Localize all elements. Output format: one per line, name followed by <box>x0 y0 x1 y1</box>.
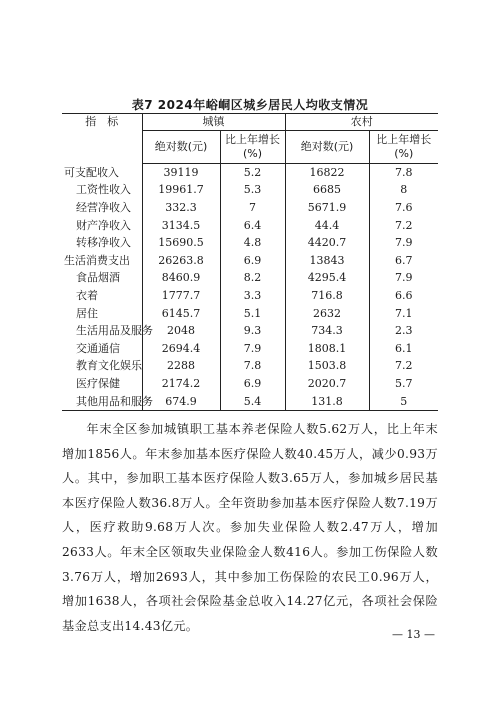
urban-growth-cell: 7.8 <box>220 358 285 376</box>
row-name: 生活消费支出 <box>64 253 130 267</box>
urban-absolute-cell: 26263.8 <box>142 252 220 270</box>
rural-absolute-cell: 1503.8 <box>285 358 369 376</box>
row-name: 经营净收入 <box>76 200 131 214</box>
table-row <box>62 252 438 270</box>
urban-absolute-cell: 19961.7 <box>142 182 220 200</box>
urban-growth-cell: 6.9 <box>220 252 285 270</box>
table-row <box>62 199 438 217</box>
rural-absolute-cell: 5671.9 <box>285 199 369 217</box>
rural-growth-cell: 7.1 <box>369 305 438 323</box>
urban-absolute-cell: 6145.7 <box>142 305 220 323</box>
rural-absolute-cell: 4420.7 <box>285 234 369 252</box>
rural-growth-cell: 7.9 <box>369 234 438 252</box>
urban-growth-cell: 9.3 <box>220 322 285 340</box>
header-urban: 城镇 <box>142 114 285 131</box>
rural-growth-cell: 8 <box>369 182 438 200</box>
table-row <box>62 270 438 288</box>
rural-growth-cell: 5 <box>369 393 438 411</box>
urban-growth-cell: 4.8 <box>220 234 285 252</box>
rural-growth-cell: 7.6 <box>369 199 438 217</box>
urban-growth-cell: 5.4 <box>220 393 285 411</box>
rural-growth-cell: 6.7 <box>369 252 438 270</box>
table-row <box>62 393 438 411</box>
header-rural-growth: 比上年增长(%) <box>369 131 438 164</box>
row-name: 其他用品和服务 <box>62 393 142 411</box>
urban-absolute-cell: 2288 <box>142 358 220 376</box>
rural-absolute-cell: 16822 <box>285 164 369 182</box>
urban-growth-cell: 5.1 <box>220 305 285 323</box>
urban-growth-cell: 5.2 <box>220 164 285 182</box>
rural-absolute-cell: 734.3 <box>285 322 369 340</box>
urban-absolute-cell: 2048 <box>142 322 220 340</box>
table-row <box>62 234 438 252</box>
urban-absolute-cell: 2694.4 <box>142 340 220 358</box>
urban-absolute-cell: 332.3 <box>142 199 220 217</box>
rural-growth-cell: 2.3 <box>369 322 438 340</box>
urban-absolute-cell: 1777.7 <box>142 287 220 305</box>
urban-absolute-cell: 39119 <box>142 164 220 182</box>
rural-absolute-cell: 716.8 <box>285 287 369 305</box>
income-expenditure-table <box>62 113 438 411</box>
social-insurance-paragraph: 年末全区参加城镇职工基本养老保险人数5.62万人，比上年末增加1856人。年末参加基本医疗保险人数40.45万人，减少0.93万人。其中，参加职工基本医疗保险人数3.65万人，参加城乡居民基本医疗保险人数36.8万人。全年资助参加基本医疗保险人数7.19万人，医疗救助9.68万人次。参加失业保险人数2.47万人，增加2633人。年末全区领取失业保险金人数416人。参加工伤保险人数3.76万人，增加2693人，其中参加工伤保险的农民工0.96万人，增加1638人，各项社会保险基金总收入14.27亿元，各项社会保险基金总支出14.43亿元。 <box>62 422 438 633</box>
urban-absolute-cell: 8460.9 <box>142 270 220 288</box>
rural-absolute-cell: 2632 <box>285 305 369 323</box>
table-row <box>62 340 438 358</box>
table-row <box>62 164 438 182</box>
rural-growth-cell: 7.2 <box>369 217 438 235</box>
urban-absolute-cell: 3134.5 <box>142 217 220 235</box>
urban-absolute-cell: 674.9 <box>142 393 220 411</box>
rural-growth-cell: 5.7 <box>369 375 438 393</box>
table-caption: 表7 2024年峪峒区城乡居民人均收支情况 <box>131 98 369 112</box>
urban-growth-cell: 7.9 <box>220 340 285 358</box>
row-name: 居住 <box>76 306 98 320</box>
rural-growth-cell: 7.2 <box>369 358 438 376</box>
urban-growth-cell: 8.2 <box>220 270 285 288</box>
header-indicator: 指 标 <box>62 114 142 164</box>
urban-growth-cell: 6.9 <box>220 375 285 393</box>
urban-absolute-cell: 2174.2 <box>142 375 220 393</box>
urban-growth-cell: 6.4 <box>220 217 285 235</box>
row-name: 可支配收入 <box>64 165 119 179</box>
row-name: 食品烟酒 <box>76 271 120 285</box>
rural-growth-cell: 6.1 <box>369 340 438 358</box>
urban-growth-cell: 7 <box>220 199 285 217</box>
row-name: 衣着 <box>76 288 98 302</box>
row-name: 转移净收入 <box>76 236 131 250</box>
rural-growth-cell: 6.6 <box>369 287 438 305</box>
header-rural: 农村 <box>285 114 438 131</box>
table-row <box>62 182 438 200</box>
rural-growth-cell: 7.8 <box>369 164 438 182</box>
urban-growth-cell: 3.3 <box>220 287 285 305</box>
page-number: — 13 — <box>392 628 435 641</box>
header-urban-growth: 比上年增长(%) <box>220 131 285 164</box>
table-row <box>62 305 438 323</box>
table-row <box>62 322 438 340</box>
rural-growth-cell: 7.9 <box>369 270 438 288</box>
row-name: 生活用品及服务 <box>76 324 153 338</box>
urban-growth-cell: 5.3 <box>220 182 285 200</box>
rural-absolute-cell: 131.8 <box>285 393 369 411</box>
urban-absolute-cell: 15690.5 <box>142 234 220 252</box>
row-name: 工资性收入 <box>76 183 131 197</box>
row-name: 财产净收入 <box>76 218 131 232</box>
rural-absolute-cell: 4295.4 <box>285 270 369 288</box>
table-row <box>62 358 438 376</box>
row-name: 交通通信 <box>76 341 120 355</box>
rural-absolute-cell: 13843 <box>285 252 369 270</box>
row-name: 教育文化娱乐 <box>76 359 142 373</box>
table-row <box>62 375 438 393</box>
rural-absolute-cell: 6685 <box>285 182 369 200</box>
row-name: 医疗保健 <box>76 376 120 390</box>
rural-absolute-cell: 44.4 <box>285 217 369 235</box>
table-row <box>62 217 438 235</box>
header-urban-absolute: 绝对数(元) <box>142 131 220 164</box>
rural-absolute-cell: 1808.1 <box>285 340 369 358</box>
rural-absolute-cell: 2020.7 <box>285 375 369 393</box>
table-row <box>62 287 438 305</box>
header-rural-absolute: 绝对数(元) <box>285 131 369 164</box>
